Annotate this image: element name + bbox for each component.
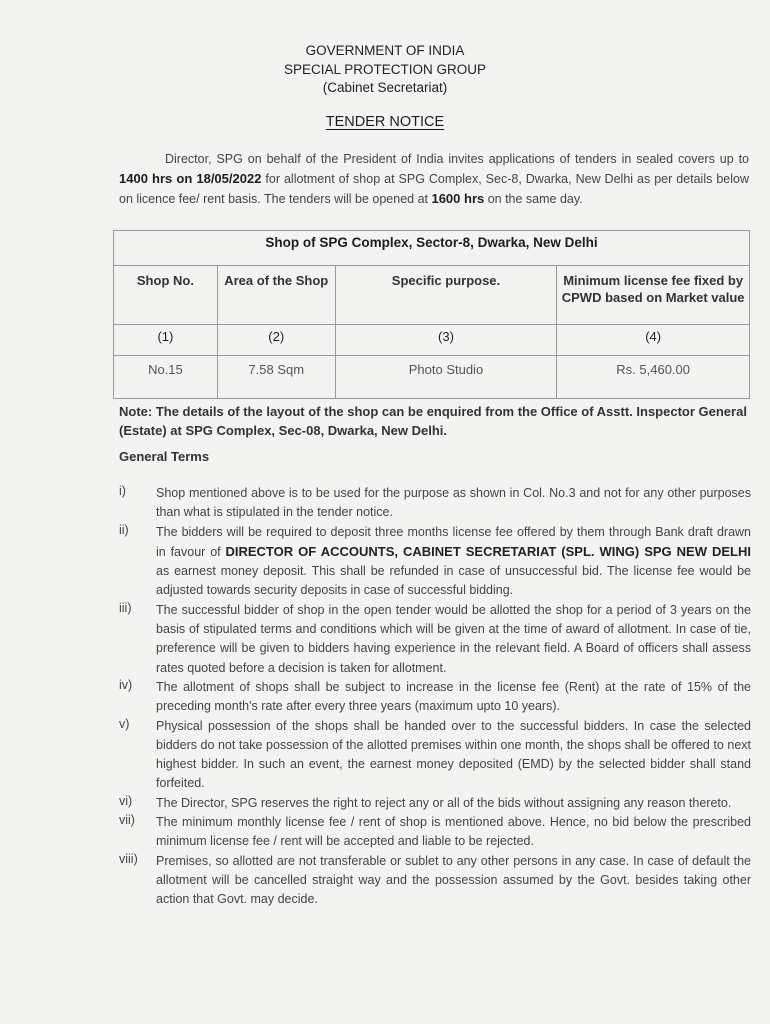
document-title: TENDER NOTICE	[325, 114, 445, 130]
term-number: i)	[119, 484, 126, 498]
term-text: The bidders will be required to deposit three months license fee offered by them through Bank draft drawn in favour of DIRECTOR OF ACCOUNTS, CABINET SECRETARIAT (SPL. WING) SPG NEW DELHI as earnest money deposit. This shall be refunded in case of unsuccessful bid. The license fee would be adjusted towards security deposits in case of successful bidding.	[156, 524, 751, 598]
term-number: vii)	[119, 813, 135, 828]
list-item	[119, 601, 751, 678]
cell-shop-no: No.15	[114, 356, 218, 399]
cell-purpose: Photo Studio	[335, 356, 557, 399]
header-government: GOVERNMENT OF INDIA	[305, 43, 465, 58]
col-number: (1)	[114, 325, 218, 356]
term-number: viii)	[119, 851, 138, 866]
opening-time: 1600 hrs	[431, 191, 485, 206]
layout-note: Note: The details of the layout of the shop can be enquired from the Office of Asstt. Inspector General (Estate) at SPG Complex, Sec-08, Dwarka, New Delhi.	[119, 404, 747, 438]
term-text: The successful bidder of shop in the open tender would be allotted the shop for a period of 3 years on the basis of stipulated terms and conditions which will be given at the time of award of allotment. In case of tie, preference will be given to bidders having experience in the relevant field. A Board of officers shall assess rates quoted before a decision is taken for allotment.	[156, 602, 751, 675]
general-terms-heading: General Terms	[119, 449, 210, 464]
list-item	[119, 484, 751, 523]
terms-list	[119, 484, 751, 910]
cell-min-fee: Rs. 5,460.00	[557, 356, 750, 399]
col-header-min-fee: Minimum license fee fixed by CPWD based on Market value	[557, 266, 750, 325]
list-item	[119, 717, 751, 794]
col-number: (2)	[217, 325, 335, 356]
header-spg: SPECIAL PROTECTION GROUP	[283, 62, 487, 77]
term-number: vi)	[119, 793, 133, 808]
term-number: ii)	[119, 522, 129, 537]
payee-name: DIRECTOR OF ACCOUNTS, CABINET SECRETARIAT (SPL. WING) SPG NEW DELHI	[225, 543, 751, 559]
intro-paragraph: Director, SPG on behalf of the President of India invites applications of tenders in sealed covers up to 1400 hrs on 18/05/2022 for allotment of shop at SPG Complex, Sec-8, Dwarka, New Delhi as per details below on licence fee/ rent basis. The tenders will be opened at 1600 hrs on the same day.	[119, 152, 749, 206]
col-header-shop-no: Shop No.	[114, 266, 218, 325]
list-item	[119, 523, 751, 601]
cell-area: 7.58 Sqm	[217, 356, 335, 399]
header-cabinet: (Cabinet Secretariat)	[322, 80, 448, 95]
col-header-area: Area of the Shop	[217, 266, 335, 325]
term-text: The minimum monthly license fee / rent of shop is mentioned above. Hence, no bid below the prescribed minimum license fee / rent will be accepted and liable to be rejected.	[156, 815, 751, 849]
term-text: The allotment of shops shall be subject to increase in the license fee (Rent) at the rate of 15% of the preceding month's rate after every three years (maximum upto 10 years).	[156, 679, 751, 714]
list-item	[119, 813, 751, 852]
col-number: (4)	[557, 325, 750, 356]
col-header-purpose: Specific purpose.	[335, 266, 557, 325]
term-text: Physical possession of the shops shall be handed over to the successful bidders. In case the selected bidders do not take possession of the allotted premises within one month, the shops shall be offered to next highest bidder. In such an event, the earnest money deposited (EMD) by the selected bidder shall stand forfeited.	[156, 718, 751, 791]
col-number: (3)	[335, 325, 557, 356]
term-number: iv)	[119, 677, 133, 692]
term-number: iii)	[119, 600, 132, 615]
list-item	[119, 794, 751, 813]
term-text: Shop mentioned above is to be used for the purpose as shown in Col. No.3 and not for any other purposes than what is stipulated in the tender notice.	[156, 486, 751, 520]
term-text: Premises, so allotted are not transferable or sublet to any other persons in any case. In case of default the allotment will be cancelled straight way and the possession assumed by the Govt. besides taking other action that Govt. may decide.	[156, 853, 751, 907]
list-item	[119, 852, 751, 910]
term-number: v)	[119, 716, 130, 731]
table-caption: Shop of SPG Complex, Sector-8, Dwarka, New Delhi	[114, 231, 750, 266]
term-text: The Director, SPG reserves the right to reject any or all of the bids without assigning any reason thereto.	[156, 795, 732, 810]
deadline: 1400 hrs on 18/05/2022	[119, 171, 262, 186]
table-row	[114, 356, 750, 399]
list-item	[119, 678, 751, 717]
shop-table	[113, 230, 750, 399]
